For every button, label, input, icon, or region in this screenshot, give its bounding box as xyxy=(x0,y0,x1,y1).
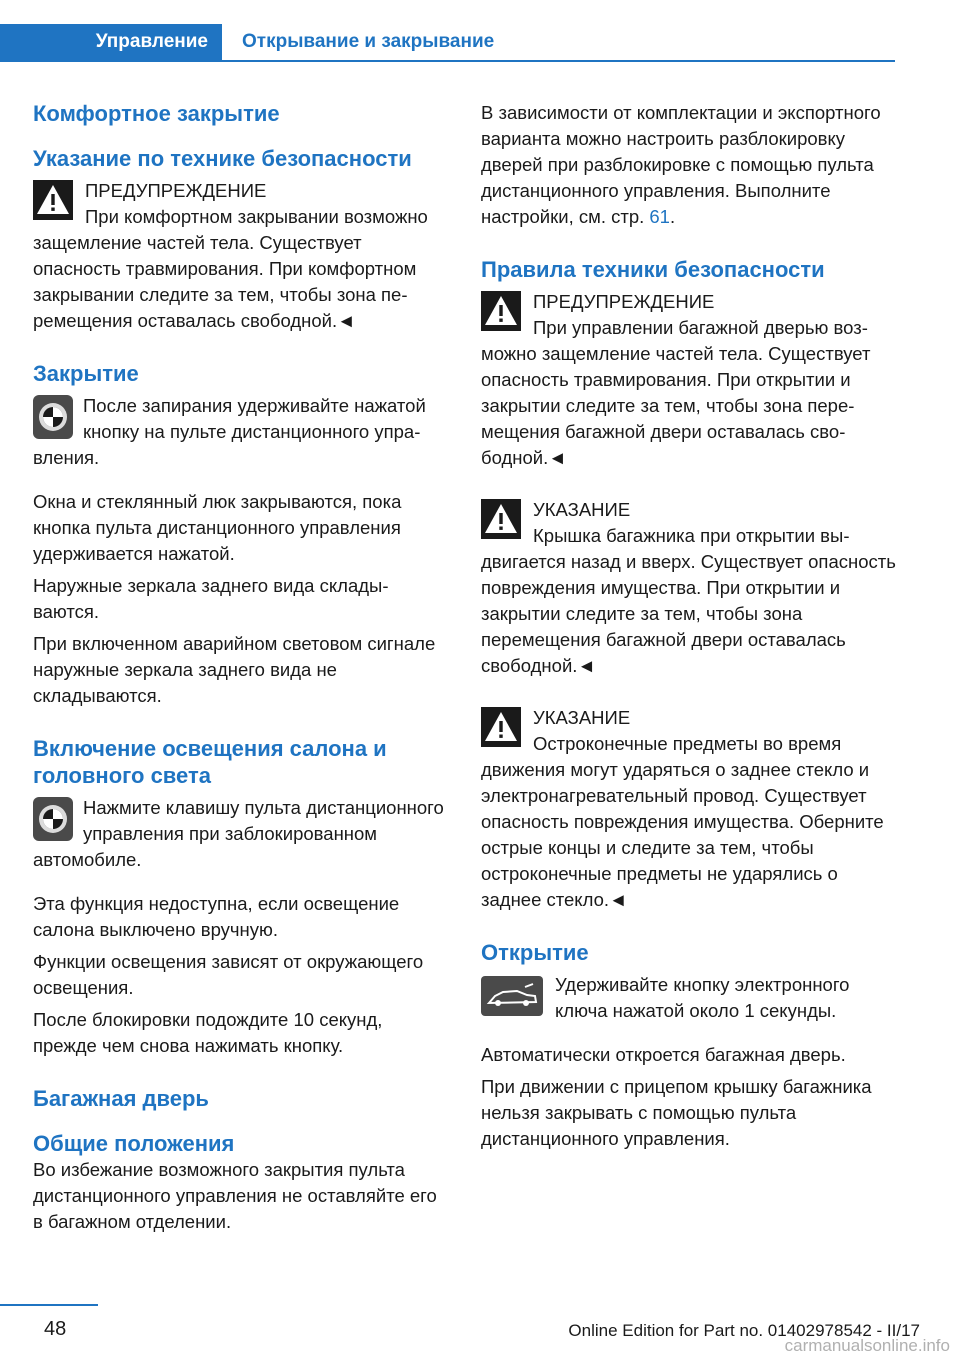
paragraph: Наружные зеркала заднего вида складываются. xyxy=(33,575,389,622)
paragraph: Эта функция недоступна, если освещение салона выключено вручную. xyxy=(33,893,400,940)
heading-trunk: Багажная дверь xyxy=(33,1086,209,1111)
warning-triangle-icon xyxy=(33,180,73,220)
left-column xyxy=(33,100,448,1235)
warning-triangle-icon xyxy=(481,499,521,539)
header-section-tab[interactable]: Управление xyxy=(0,24,222,60)
heading-lighting: Включение освещения салона и головного света xyxy=(33,736,387,788)
warning-text: При комфортном закрывании возможно защемление частей тела. Существует опасность травмирования. При комфортном закрывании следите за тем, чтобы зона перемещения оставалась свободной.◄ xyxy=(33,206,428,331)
paragraph: Функции освещения зависят от окружающего освещения. xyxy=(33,951,424,998)
heading-comfort-close: Комфортное закрытие xyxy=(33,101,280,126)
opening-key-block xyxy=(481,972,896,1024)
edition-text: Online Edition for Part no. 01402978542 - II/17 xyxy=(568,1321,920,1340)
paragraph: Во избежание возможного закрытия пульта дистанционного управления не оставляйте его в багажном отделении. xyxy=(33,1159,437,1232)
closing-key-block xyxy=(33,393,448,471)
note-text: Крышка багажника при открытии выдвигается назад и вверх. Существует опасность повреждения имущества. При открытии и закрытии следите за тем, чтобы зона перемещения багажной двери оставалась свободной.◄ xyxy=(481,525,896,676)
lighting-text: Нажмите клавишу пульта дистанционного управления при заблокированном автомобиле. xyxy=(33,797,444,870)
warning-title: ПРЕДУПРЕЖДЕНИЕ xyxy=(85,180,267,201)
footer-rule xyxy=(0,1304,98,1306)
opening-text: Удерживайте кнопку электронного ключа нажатой около 1 секунды. xyxy=(555,974,850,1021)
heading-closing: Закрытие xyxy=(33,361,139,386)
paragraph: При включенном аварийном световом сигнале наружные зеркала заднего вида не складываются. xyxy=(33,633,436,706)
warning-block-1 xyxy=(33,178,448,334)
bmw-key-icon xyxy=(33,797,73,841)
paragraph-unlock-settings: В зависимости от комплектации и экспортного варианта можно настроить разблокировку дверей при разблокировке с помощью пульта дистанционного управления. Выполните настройки, см. стр. 61. xyxy=(481,102,881,227)
heading-opening: Открытие xyxy=(481,940,589,965)
note-title: УКАЗАНИЕ xyxy=(533,707,631,728)
lighting-key-block xyxy=(33,795,448,873)
heading-safety-rules: Правила техники безопасности xyxy=(481,257,825,282)
heading-safety-note: Указание по технике безопасности xyxy=(33,146,412,171)
note-block-1 xyxy=(481,497,896,679)
page-reference-link[interactable]: 61 xyxy=(649,206,670,227)
warning-text: При управлении багажной дверью возможно защемление частей тела. Существует опасность травмирования. При открытии и закрытии следите за тем, чтобы зона перемещения багажной двери оставалась свободной.◄ xyxy=(481,317,871,468)
note-block-2 xyxy=(481,705,896,913)
warning-title: ПРЕДУПРЕЖДЕНИЕ xyxy=(533,291,715,312)
watermark: carmanualsonline.info xyxy=(784,1336,950,1355)
header-rule xyxy=(0,60,895,62)
warning-triangle-icon xyxy=(481,291,521,331)
trunk-button-icon xyxy=(481,976,543,1016)
warning-triangle-icon xyxy=(481,707,521,747)
paragraph: При движении с прицепом крышку багажника нельзя закрывать с помощью пульта дистанционного управления. xyxy=(481,1076,872,1149)
page-header xyxy=(0,24,895,62)
paragraph: Окна и стеклянный люк закрываются, пока кнопка пульта дистанционного управления удерживается нажатой. xyxy=(33,491,402,564)
closing-text: После запирания удерживайте нажатой кнопку на пульте дистанционного управления. xyxy=(33,395,426,468)
right-column xyxy=(481,100,896,1152)
header-chapter-tab[interactable]: Открывание и закрывание xyxy=(242,31,495,52)
page-number: 48 xyxy=(44,1318,67,1340)
paragraph: Автоматически откроется багажная дверь. xyxy=(481,1044,846,1065)
heading-general: Общие положения xyxy=(33,1131,235,1156)
bmw-key-icon xyxy=(33,395,73,439)
paragraph: После блокировки подождите 10 секунд, прежде чем снова нажимать кнопку. xyxy=(33,1009,383,1056)
note-title: УКАЗАНИЕ xyxy=(533,499,631,520)
warning-block-2 xyxy=(481,289,896,471)
note-text: Остроконечные предметы во время движения могут ударяться о заднее стекло и электронагревательный провод. Существует опасность повреждения имущества. Оберните острые концы и следите за тем, чтобы остроконечные предметы не ударялись о заднее стекло.◄ xyxy=(481,733,884,910)
